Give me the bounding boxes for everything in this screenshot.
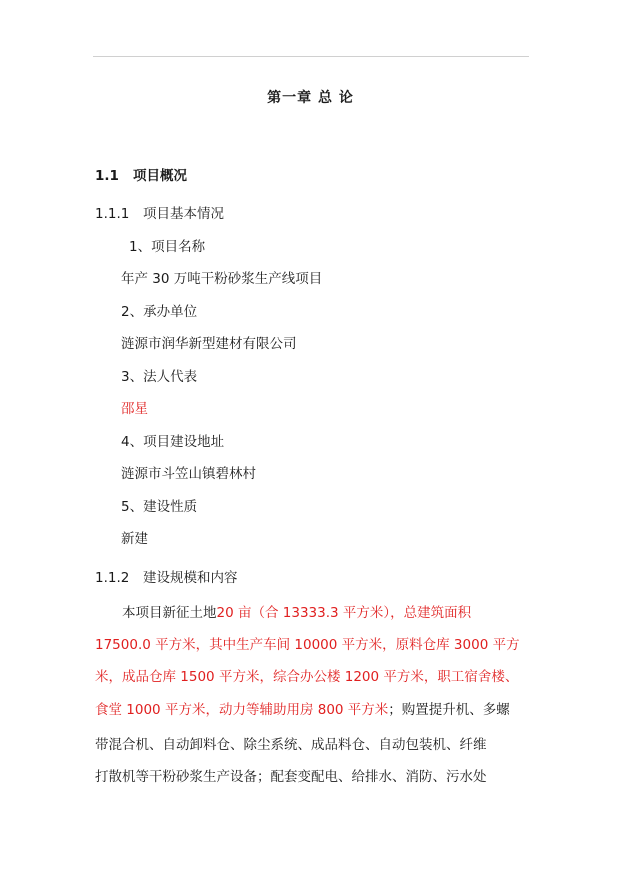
paragraph-line bbox=[122, 601, 471, 621]
section-title: 项目概况 bbox=[133, 168, 188, 184]
header-rule bbox=[93, 56, 529, 57]
item-label-nature: 5、建设性质 bbox=[121, 499, 198, 515]
item-value-nature: 新建 bbox=[121, 531, 148, 547]
item-label-address: 4、项目建设地址 bbox=[121, 434, 225, 450]
item-value-rep: 邵星 bbox=[121, 401, 148, 417]
item-label-rep: 3、法人代表 bbox=[121, 369, 198, 385]
subsection-title: 项目基本情况 bbox=[143, 206, 224, 222]
subsection-number: 1.1.2 bbox=[95, 570, 130, 586]
section-heading bbox=[95, 167, 187, 185]
paragraph-text: ；购置提升机、多螺 bbox=[388, 702, 510, 718]
paragraph-line bbox=[95, 698, 510, 718]
item-value-name: 年产 30 万吨干粉砂浆生产线项目 bbox=[121, 271, 323, 287]
item-label-org: 2、承办单位 bbox=[121, 304, 198, 320]
paragraph-highlight: 20 亩（合 13333.3 平方米），总建筑面积 bbox=[216, 605, 472, 621]
subsection-heading-1 bbox=[95, 205, 224, 223]
paragraph-line: 17500.0 平方米，其中生产车间 10000 平方米，原料仓库 3000 平方 bbox=[95, 637, 520, 653]
item-value-org: 涟源市润华新型建材有限公司 bbox=[121, 336, 297, 352]
chapter-title: 第一章 总 论 bbox=[267, 90, 354, 106]
paragraph-highlight: 食堂 1000 平方米，动力等辅助用房 800 平方米 bbox=[95, 702, 389, 718]
paragraph-text: 本项目新征土地 bbox=[122, 605, 217, 621]
paragraph-line: 米，成品仓库 1500 平方米，综合办公楼 1200 平方米，职工宿舍楼、 bbox=[95, 669, 519, 685]
item-value-address: 涟源市斗笠山镇碧林村 bbox=[121, 466, 256, 482]
paragraph-line: 打散机等干粉砂浆生产设备；配套变配电、给排水、消防、污水处 bbox=[95, 769, 487, 785]
item-label-name: 1、项目名称 bbox=[129, 239, 206, 255]
section-number: 1.1 bbox=[95, 168, 119, 184]
subsection-title: 建设规模和内容 bbox=[143, 570, 238, 586]
subsection-heading-2 bbox=[95, 569, 238, 587]
paragraph-line: 带混合机、自动卸料仓、除尘系统、成品料仓、自动包装机、纤维 bbox=[95, 737, 487, 753]
subsection-number: 1.1.1 bbox=[95, 206, 130, 222]
